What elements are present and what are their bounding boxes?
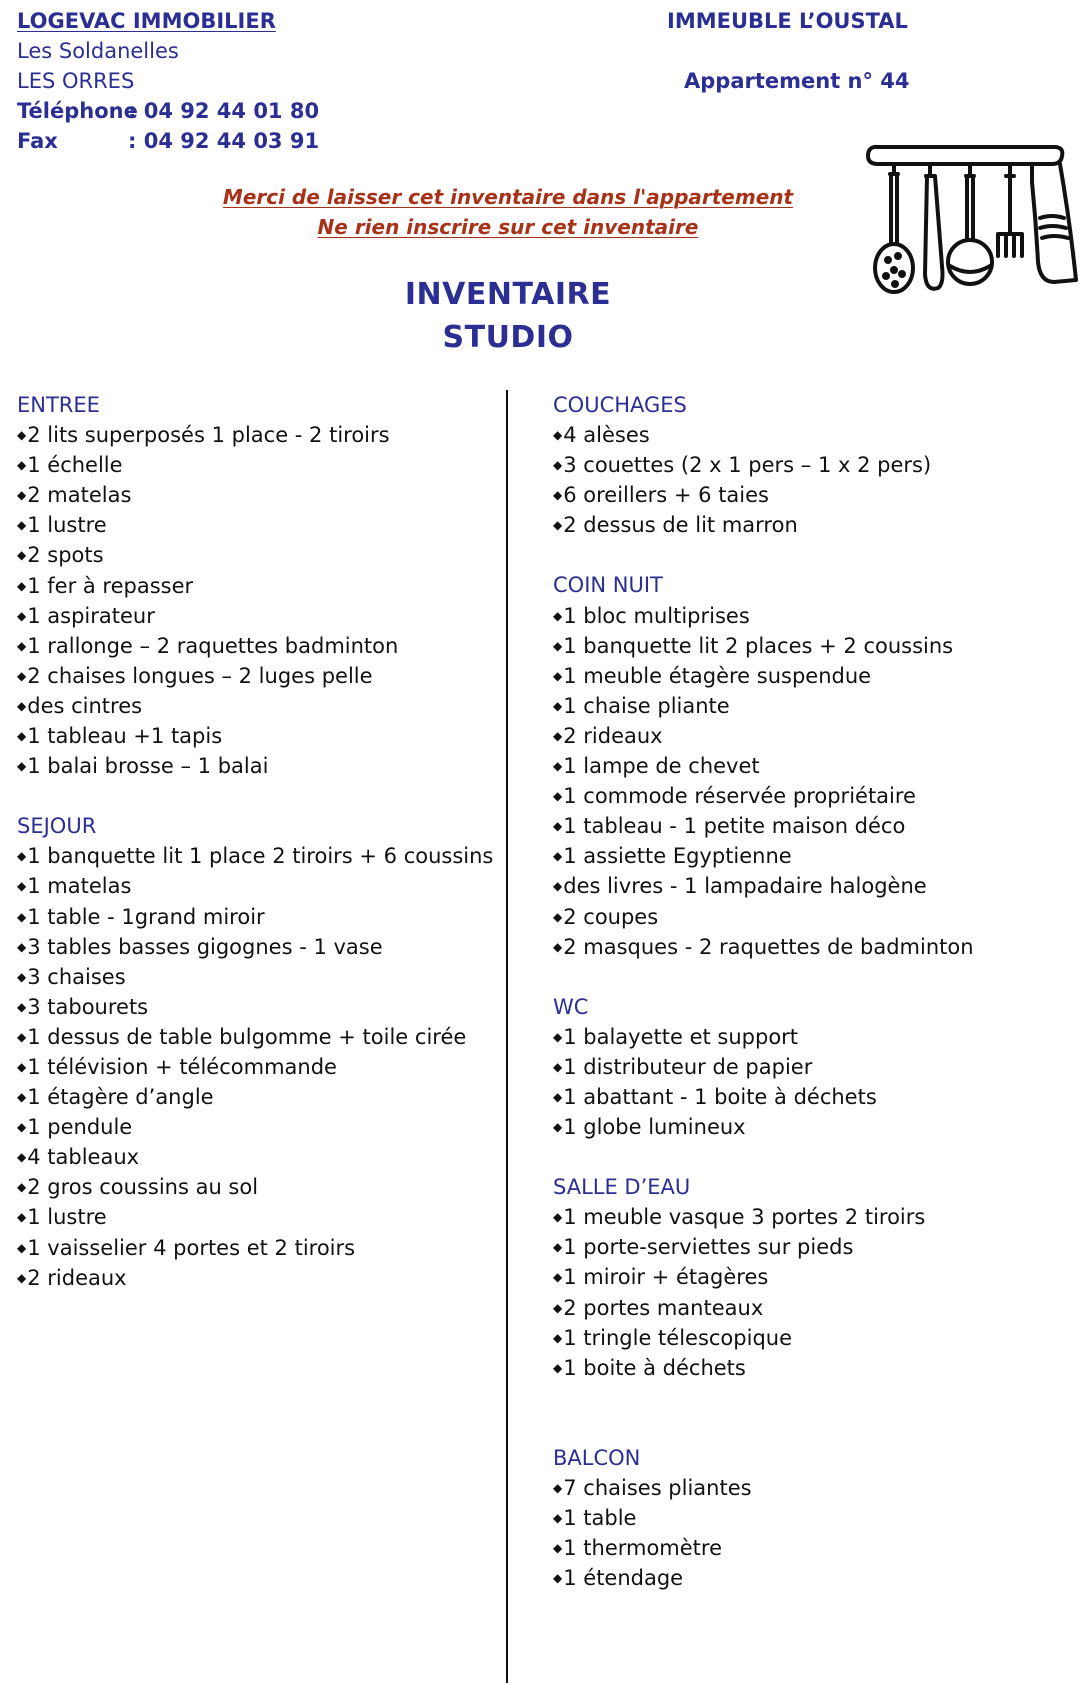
list-item: ◆ 3 tables basses gigognes - 1 vase <box>17 932 493 962</box>
company-name: LOGEVAC IMMOBILIER <box>17 9 276 33</box>
section-items <box>553 1473 974 1593</box>
list-item: ◆ 1 lustre <box>17 510 493 540</box>
list-item: ◆ 1 miroir + étagères <box>553 1262 974 1292</box>
fax-label: Fax <box>17 129 58 153</box>
section-title: COIN NUIT <box>553 573 663 598</box>
list-item: ◆ 2 dessus de lit marron <box>553 510 974 540</box>
list-item: ◆ 1 lampe de chevet <box>553 751 974 781</box>
list-item: ◆ 2 chaises longues – 2 luges pelle <box>17 661 493 691</box>
list-item: ◆ 1 thermomètre <box>553 1533 974 1563</box>
list-item: ◆ 2 coupes <box>553 902 974 932</box>
list-item: ◆ 4 alèses <box>553 420 974 450</box>
list-item: ◆ 1 meuble vasque 3 portes 2 tiroirs <box>553 1202 974 1232</box>
list-item: ◆ 1 tableau +1 tapis <box>17 721 493 751</box>
page-title: INVENTAIRE <box>404 277 612 312</box>
list-item: ◆ 2 masques - 2 raquettes de badminton <box>553 932 974 962</box>
section-items <box>553 601 974 962</box>
section-title: BALCON <box>553 1445 641 1470</box>
list-item: ◆ 1 balai brosse – 1 balai <box>17 751 493 781</box>
fax-value: : 04 92 44 03 91 <box>128 129 320 153</box>
right-column <box>553 390 974 1623</box>
list-item: ◆ 1 étendage <box>553 1563 974 1593</box>
list-item: ◆ 1 étagère d’angle <box>17 1082 493 1112</box>
section-items <box>17 420 493 781</box>
list-item: ◆ 1 banquette lit 1 place 2 tiroirs + 6 coussins <box>17 841 493 871</box>
list-item: ◆ 1 chaise pliante <box>553 691 974 721</box>
list-item: ◆ 1 pendule <box>17 1112 493 1142</box>
section-entree <box>17 390 493 781</box>
list-item: ◆ 2 gros coussins au sol <box>17 1172 493 1202</box>
list-item: ◆ 1 abattant - 1 boite à déchets <box>553 1082 974 1112</box>
list-item: ◆ des livres - 1 lampadaire halogène <box>553 871 974 901</box>
list-item: ◆ 1 meuble étagère suspendue <box>553 661 974 691</box>
section-salle-d-eau <box>553 1172 974 1383</box>
section-coin-nuit <box>553 570 974 961</box>
list-item: ◆ 1 dessus de table bulgomme + toile cirée <box>17 1022 493 1052</box>
address-line-2: LES ORRES <box>17 69 135 93</box>
building-name: IMMEUBLE L’OUSTAL <box>667 9 908 33</box>
section-items <box>17 841 493 1292</box>
list-item: ◆ 1 bloc multiprises <box>553 601 974 631</box>
list-item: ◆ 2 lits superposés 1 place - 2 tiroirs <box>17 420 493 450</box>
section-title: WC <box>553 994 589 1019</box>
page-subtitle: STUDIO <box>442 320 574 355</box>
list-item: ◆ 3 tabourets <box>17 992 493 1022</box>
section-items <box>553 1202 974 1383</box>
list-item: ◆ 1 échelle <box>17 450 493 480</box>
list-item: ◆ 1 tringle télescopique <box>553 1323 974 1353</box>
list-item: ◆ 1 assiette Egyptienne <box>553 841 974 871</box>
list-item: ◆ 1 télévision + télécommande <box>17 1052 493 1082</box>
list-item: ◆ 2 rideaux <box>17 1263 493 1293</box>
section-title: SEJOUR <box>17 814 97 839</box>
list-item: ◆ 1 boite à déchets <box>553 1353 974 1383</box>
address-line-1: Les Soldanelles <box>17 39 179 63</box>
section-items <box>553 1022 974 1142</box>
list-item: ◆ 1 lustre <box>17 1202 493 1232</box>
list-item: ◆ 1 table <box>553 1503 974 1533</box>
notice-leave-inventory: Merci de laisser cet inventaire dans l'appartement <box>222 185 794 209</box>
list-item: ◆ 4 tableaux <box>17 1142 493 1172</box>
column-divider <box>506 390 508 1683</box>
list-item: ◆ 1 table - 1grand miroir <box>17 902 493 932</box>
list-item: ◆ 3 chaises <box>17 962 493 992</box>
section-title: ENTREE <box>17 393 100 417</box>
section-balcon <box>553 1443 974 1593</box>
section-items <box>553 420 974 540</box>
list-item: ◆ 1 banquette lit 2 places + 2 coussins <box>553 631 974 661</box>
section-sejour <box>17 811 493 1293</box>
list-item: ◆ 3 couettes (2 x 1 pers – 1 x 2 pers) <box>553 450 974 480</box>
list-item: ◆ 1 balayette et support <box>553 1022 974 1052</box>
list-item: ◆ 1 commode réservée propriétaire <box>553 781 974 811</box>
list-item: ◆ 2 spots <box>17 540 493 570</box>
phone-value: : 04 92 44 01 80 <box>128 99 320 123</box>
phone-label: Téléphone <box>17 99 138 123</box>
notice-do-not-write: Ne rien inscrire sur cet inventaire <box>317 215 699 239</box>
left-column <box>17 390 493 1323</box>
list-item: ◆ 1 distributeur de papier <box>553 1052 974 1082</box>
list-item: ◆ 1 globe lumineux <box>553 1112 974 1142</box>
list-item: ◆ 2 portes manteaux <box>553 1293 974 1323</box>
section-title: SALLE D’EAU <box>553 1175 691 1200</box>
section-couchages <box>553 390 974 540</box>
list-item: ◆ 2 rideaux <box>553 721 974 751</box>
section-wc <box>553 992 974 1142</box>
list-item: ◆ 7 chaises pliantes <box>553 1473 974 1503</box>
apartment-number: Appartement n° 44 <box>684 69 910 93</box>
section-title: COUCHAGES <box>553 393 687 417</box>
list-item: ◆ 1 vaisselier 4 portes et 2 tiroirs <box>17 1233 493 1263</box>
list-item: ◆ 2 matelas <box>17 480 493 510</box>
list-item: ◆ 1 porte-serviettes sur pieds <box>553 1232 974 1262</box>
list-item: ◆ 6 oreillers + 6 taies <box>553 480 974 510</box>
list-item: ◆ des cintres <box>17 691 493 721</box>
list-item: ◆ 1 matelas <box>17 871 493 901</box>
list-item: ◆ 1 rallonge – 2 raquettes badminton <box>17 631 493 661</box>
list-item: ◆ 1 fer à repasser <box>17 571 493 601</box>
list-item: ◆ 1 tableau - 1 petite maison déco <box>553 811 974 841</box>
list-item: ◆ 1 aspirateur <box>17 601 493 631</box>
